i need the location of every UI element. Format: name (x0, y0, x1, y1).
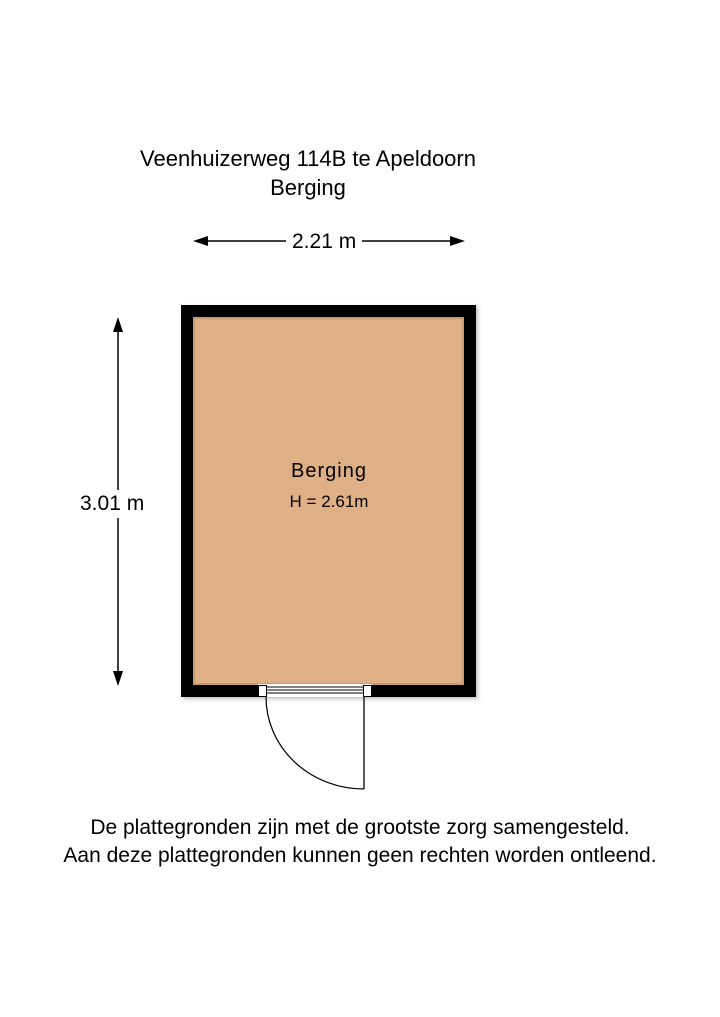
address-title: Veenhuizerweg 114B te Apeldoorn (140, 146, 476, 171)
door (258, 684, 372, 789)
width-dimension-label: 2.21 m (286, 230, 362, 254)
room-name: Berging (291, 460, 367, 482)
room-ceiling-height: H = 2.61m (289, 492, 369, 511)
floor-title: Berging (270, 175, 346, 200)
height-dimension-label: 3.01 m (80, 490, 144, 518)
disclaimer-line-1: De plattegronden zijn met de grootste zorg samengesteld. (90, 816, 630, 839)
disclaimer-line-2: Aan deze plattegronden kunnen geen rechten worden ontleend. (63, 844, 657, 867)
